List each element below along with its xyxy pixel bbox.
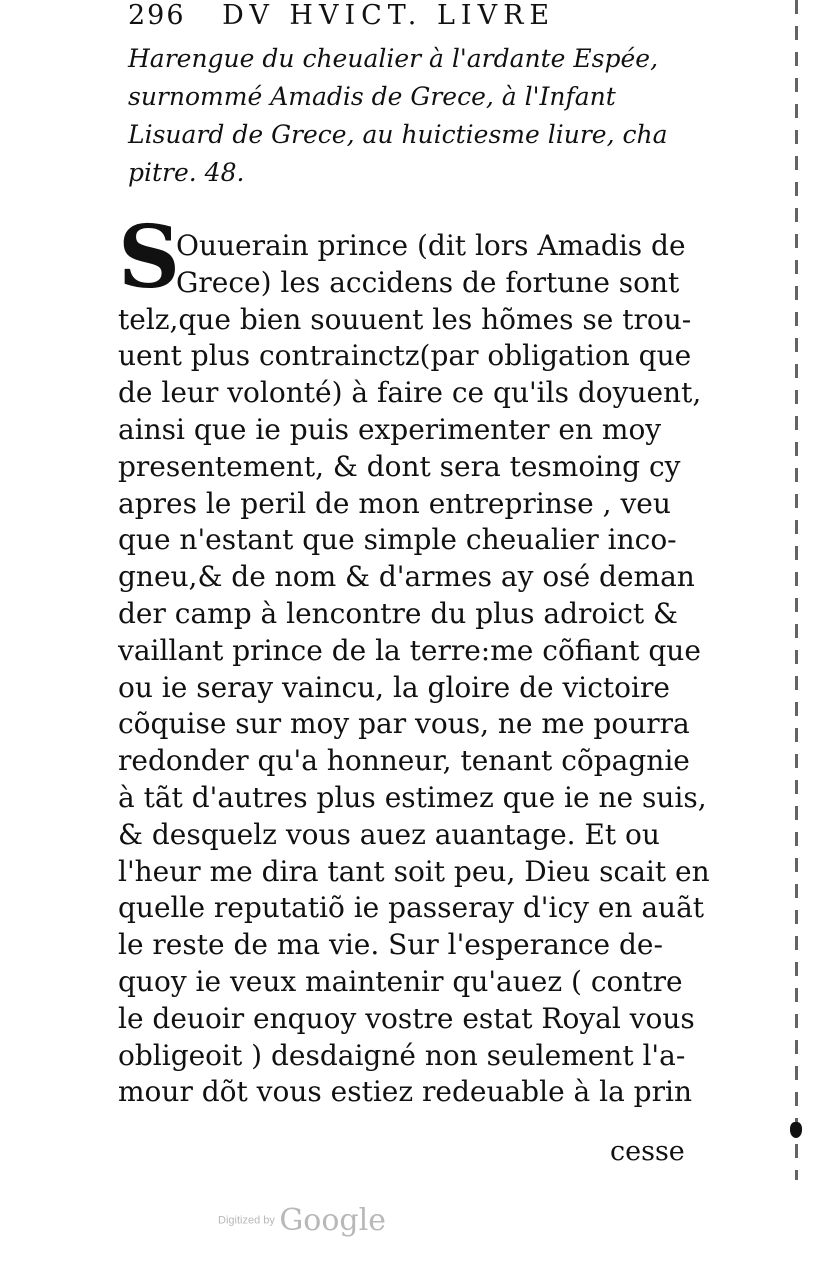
text-line: presentement, & dont sera tesmoing cy xyxy=(118,449,681,483)
ink-blot xyxy=(790,1122,802,1138)
text-line: Ouuerain prince (dit lors Amadis de xyxy=(176,229,686,262)
running-title: DV HVICT. LIVRE xyxy=(222,0,556,31)
heading-line: Harengue du cheualier à l'ardante Espée, xyxy=(128,44,659,73)
text-line: Grece) les accidens de fortune sont xyxy=(176,265,680,299)
text-line: l'heur me dira tant soit peu, Dieu scait en xyxy=(118,854,710,888)
drop-initial: S xyxy=(118,207,181,308)
text-line: apres le peril de mon entreprinse , veu xyxy=(118,486,671,520)
page-number: 296 xyxy=(128,0,186,31)
digitization-watermark xyxy=(218,1203,386,1238)
text-line: de leur volonté) à faire ce qu'ils doyuent, xyxy=(118,376,702,410)
text-line: le deuoir enquoy vostre estat Royal vous xyxy=(118,1001,695,1035)
text-line: ou ie seray vaincu, la gloire de victoire xyxy=(118,670,670,704)
heading-line: pitre. 48. xyxy=(128,158,245,187)
text-line: ainsi que ie puis experimenter en moy xyxy=(118,412,662,446)
text-line: obligeoit ) desdaigné non seulement l'a- xyxy=(118,1038,686,1072)
chapter-heading xyxy=(128,40,688,192)
text-line: quoy ie veux maintenir qu'auez ( contre xyxy=(118,964,683,998)
watermark-prefix: Digitized by xyxy=(218,1214,275,1227)
watermark-brand: Google xyxy=(279,1203,386,1238)
text-line: mour dõt vous estiez redeuable à la prin xyxy=(118,1075,692,1109)
text-line: telz,que bien souuent les hõmes se trou- xyxy=(118,302,692,336)
page-edge-shadow xyxy=(795,0,798,1180)
text-line: gneu,& de nom & d'armes ay osé deman xyxy=(118,560,695,594)
heading-line: surnommé Amadis de Grece, à l'Infant xyxy=(128,82,616,111)
text-line: à tãt d'autres plus estimez que ie ne suis, xyxy=(118,780,707,814)
catchword: cesse xyxy=(610,1136,685,1167)
text-line: der camp à lencontre du plus adroict & xyxy=(118,596,678,630)
text-line: uent plus contrainctz(par obligation que xyxy=(118,339,692,373)
body-text xyxy=(118,228,708,1111)
text-line: & desquelz vous auez auantage. Et ou xyxy=(118,817,660,851)
text-line: vaillant prince de la terre:me cõfiant que xyxy=(118,633,701,667)
heading-line: Lisuard de Grece, au huictiesme liure, cha xyxy=(128,120,668,149)
running-header xyxy=(128,0,688,31)
text-line: redonder qu'a honneur, tenant cõpagnie xyxy=(118,744,690,778)
text-line: cõquise sur moy par vous, ne me pourra xyxy=(118,707,690,741)
text-line: que n'estant que simple cheualier inco- xyxy=(118,523,677,557)
text-line: le reste de ma vie. Sur l'esperance de- xyxy=(118,928,663,962)
text-line: quelle reputatiõ ie passeray d'icy en auãt xyxy=(118,891,705,925)
